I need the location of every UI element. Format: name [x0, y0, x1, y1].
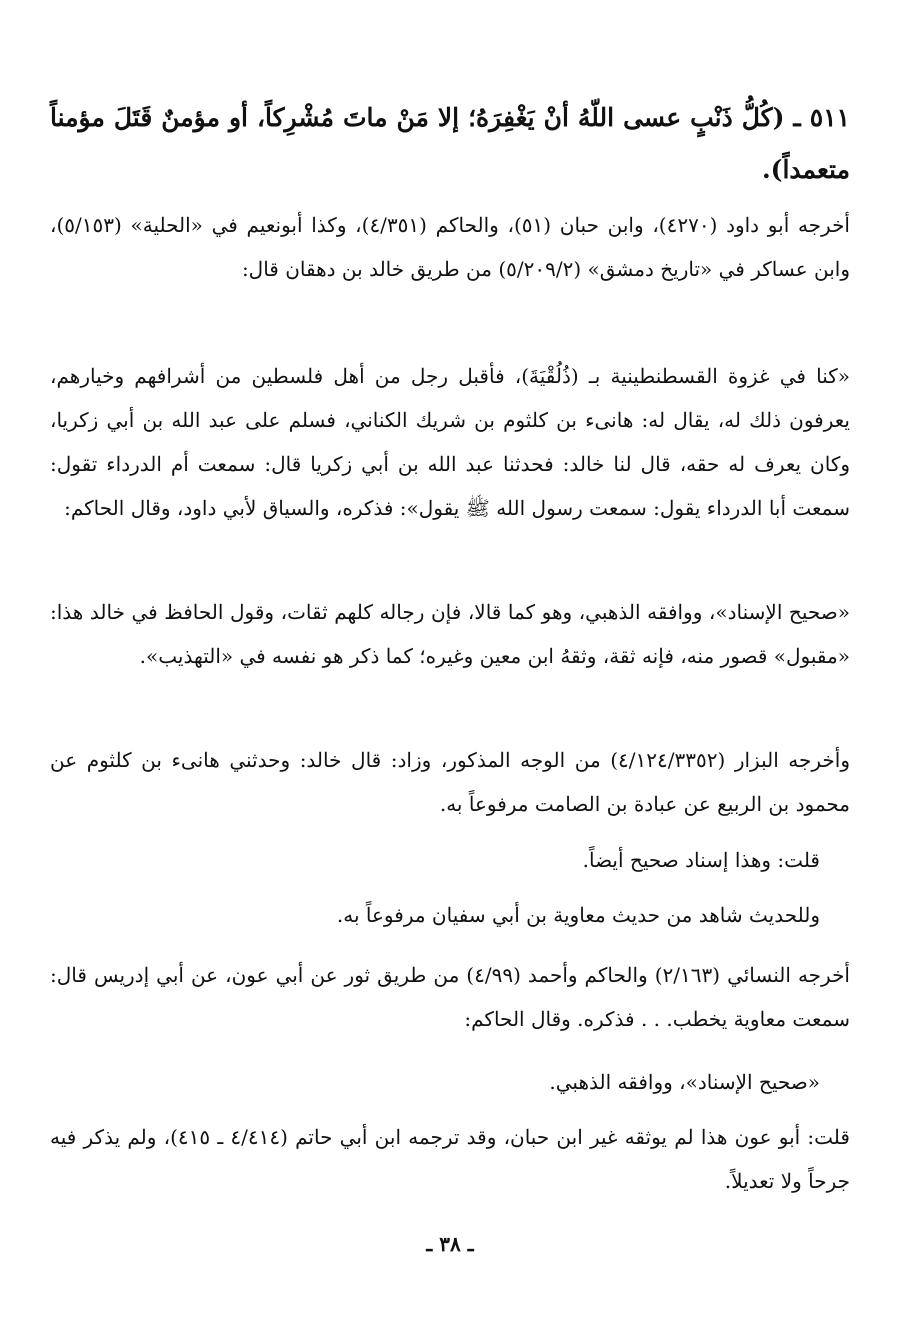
comment-line: قلت: وهذا إسناد صحيح أيضاً.	[582, 848, 820, 872]
page-number: ـ ٣٨ ـ	[426, 1232, 474, 1256]
witness-line: وللحديث شاهد من حديث معاوية بن أبي سفيان مرفوعاً به.	[336, 903, 820, 927]
takhrij-paragraph: أخرجه أبو داود (٤٢٧٠)، وابن حبان (٥١)، والحاكم (٤/٣٥١)، وكذا أبونعيم في «الحلية» (٥/١٥٣)، وابن عساكر في «تاريخ دمشق» (٥/٢٠٩/٢) من طريق خالد بن دهقان قال:	[50, 213, 850, 281]
hadith-narration-paragraph: «كنا في غزوة القسطنطينية بـ (ذُلُقْيَةَ)، فأقبل رجل من أهل فلسطين من أشرافهم وخيارهم، يعرفون ذلك له، يقال له: هانىء بن كلثوم بن شريك الكناني، فسلم على عبد الله بن أبي زكريا، وكان يعرف له حقه، قال لنا خالد: فحدثنا عبد الله بن أبي زكريا قال: سمعت أم الدرداء تقول: سمعت أبا الدرداء يقول: سمعت رسول الله ﷺ يقول»: فذكره، والسياق لأبي داود، وقال الحاكم:	[50, 364, 851, 520]
nasai-paragraph: أخرجه النسائي (٢/١٦٣) والحاكم وأحمد (٤/٩٩) من طريق ثور عن أبي عون، عن أبي إدريس قال: سمعت معاوية يخطب. . . فذكره. وقال الحاكم:	[50, 963, 850, 1031]
bazzar-paragraph: وأخرجه البزار (٤/١٢٤/٣٣٥٢) من الوجه المذكور، وزاد: قال خالد: وحدثني هانىء بن كلثوم عن محمود بن الربيع عن عبادة بن الصامت مرفوعاً به.	[50, 748, 851, 816]
abu-awn-paragraph: قلت: أبو عون هذا لم يوثقه غير ابن حبان، وقد ترجمه ابن أبي حاتم (٤/٤١٤ ـ ٤١٥)، ولم يذكر فيه جرحاً ولا تعديلاً.	[50, 1125, 850, 1193]
hadith-heading: ٥١١ ـ (كُلُّ ذَنْبٍ عسى اللّهُ أنْ يَغْفِرَهُ؛ إلا مَنْ ماتَ مُشْرِكاً، أو مؤمنٌ قَتَلَ مؤمناً متعمداً).	[50, 103, 850, 184]
grading-paragraph: «صحيح الإسناد»، ووافقه الذهبي، وهو كما قالا، فإن رجاله كلهم ثقات، وقول الحافظ في خالد هذا: «مقبول» قصور منه، فإنه ثقة، وثقهُ ابن معين وغيره؛ كما ذكر هو نفسه في «التهذيب».	[50, 600, 850, 668]
hakim-grading-line: «صحيح الإسناد»، ووافقه الذهبي.	[549, 1070, 820, 1094]
